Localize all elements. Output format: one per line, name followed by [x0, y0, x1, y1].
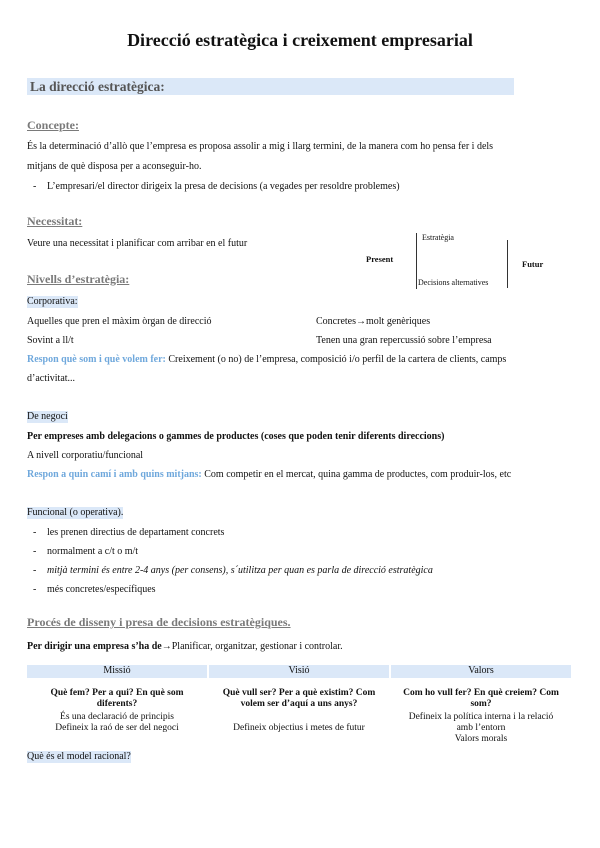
valors-description [391, 712, 571, 745]
visio-q1: Què vull ser? Per a què existim? Com [222, 688, 376, 698]
missio-d1: És una declaració de principis [60, 712, 174, 722]
funcional-b1-text: les prenen directius de departament concrets [47, 527, 225, 538]
dash-bullet-icon: - [33, 181, 37, 192]
model-racional: Què és el model racional? [27, 751, 131, 762]
corporativa-col2a: Concretes→molt genèriques [316, 316, 431, 327]
diagram-decisions: Decisions alternatives [418, 278, 489, 287]
negoci-bold: Per empreses amb delegacions o gammes de productes (coses que poden tenir diferents direccions) [27, 431, 445, 442]
heading-proces: Procés de disseny i presa de decisions estratègiques. [27, 615, 291, 629]
heading-nivells: Nivells d’estratègia: [27, 272, 130, 286]
visio-q2: volem ser d’aquí a uns anys? [240, 699, 358, 709]
valors-q1: Com ho vull fer? En què creiem? Com [403, 688, 559, 698]
funcional-b4-text: més concretes/específiques [47, 584, 156, 595]
funcional-b2-text: normalment a c/t o m/t [47, 546, 139, 557]
diagram-line-right [507, 240, 508, 288]
dash-bullet-icon: - [33, 527, 37, 538]
section-heading-direccio: La direcció estratègica: [30, 79, 165, 94]
missio-description [27, 712, 207, 734]
diagram-present: Present [366, 254, 394, 264]
corporativa-question: Respon què som i què volem fer: [27, 354, 166, 365]
dash-bullet-icon: - [33, 546, 37, 557]
missio-q1: Què fem? Per a qui? En què som [50, 688, 184, 698]
funcional-b3-text: mitjà termini és entre 2-4 anys (per consens), s´utilitza per quan es parla de direcció estratègica [47, 565, 433, 576]
concepte-bullet [33, 181, 400, 193]
concepte-line-2: mitjans de què disposa per a aconseguir-ho. [27, 161, 202, 172]
funcional-bullet-2 [33, 546, 138, 558]
funcional-bullet-1 [33, 527, 224, 539]
corporativa-col2b: Tenen una gran repercussió sobre l’empresa [316, 335, 492, 346]
valors-d2: amb l’entorn [456, 723, 506, 733]
dash-bullet-icon: - [33, 584, 37, 595]
label-funcional: Funcional (o operativa). [27, 507, 124, 518]
missio-q2: diferents? [96, 699, 138, 709]
negoci-answer: Com competir en el mercat, quina gamma de productes, com produir-los, etc [204, 469, 512, 480]
dash-bullet-icon: - [33, 565, 37, 576]
valors-d3: Valors morals [454, 734, 508, 744]
diagram-line-left [416, 233, 417, 289]
proces-lead [27, 641, 343, 653]
corporativa-answer-2: d’activitat... [27, 373, 76, 384]
visio-d2: Defineix objectius i metes de futur [233, 723, 365, 733]
corporativa-col1b: Sovint a ll/t [27, 335, 74, 346]
concepte-line-1: És la determinació d’allò que l’empresa es proposa assolir a mig i llarg termini, de la manera com ho pensa fer i dels [27, 141, 494, 152]
necessitat-text: Veure una necessitat i planificar com arribar en el futur [27, 238, 248, 249]
missio-question [27, 688, 207, 710]
visio-description [209, 723, 389, 734]
valors-question [391, 688, 571, 710]
label-visio: Visió [209, 665, 389, 678]
diagram-estrategia: Estratègia [422, 233, 454, 242]
page-title: Direcció estratègica i creixement empresarial [127, 30, 473, 50]
label-negoci: De negoci [27, 411, 68, 422]
missio-d2: Defineix la raó de ser del negoci [55, 723, 179, 733]
heading-necessitat: Necessitat: [27, 214, 83, 228]
corporativa-col1a: Aquelles que pren el màxim òrgan de direcció [27, 316, 212, 327]
corporativa-respon [27, 354, 506, 366]
label-corporativa: Corporativa: [27, 296, 78, 307]
proces-lead-rest: →Planificar, organitzar, gestionar i controlar. [161, 641, 343, 652]
negoci-question: Respon a quin camí i amb quins mitjans: [27, 469, 202, 480]
corporativa-answer-1: Creixement (o no) de l’empresa, composició i/o perfil de la cartera de clients, camps [168, 354, 507, 365]
proces-lead-bold: Per dirigir una empresa s’ha de [27, 641, 162, 652]
valors-q2: som? [470, 699, 492, 709]
diagram-futur: Futur [522, 259, 544, 269]
label-valors: Valors [391, 665, 571, 678]
valors-d1: Defineix la política interna i la relació [408, 712, 554, 722]
concepte-bullet-text: L’empresari/el director dirigeix la presa de decisions (a vegades per resoldre problemes) [47, 181, 400, 192]
label-missio: Missió [27, 665, 207, 678]
negoci-level: A nivell corporatiu/funcional [27, 450, 144, 461]
funcional-bullet-4 [33, 584, 156, 596]
negoci-respon [27, 469, 511, 481]
visio-question [209, 688, 389, 710]
heading-concepte: Concepte: [27, 118, 79, 132]
funcional-bullet-3 [33, 565, 433, 577]
